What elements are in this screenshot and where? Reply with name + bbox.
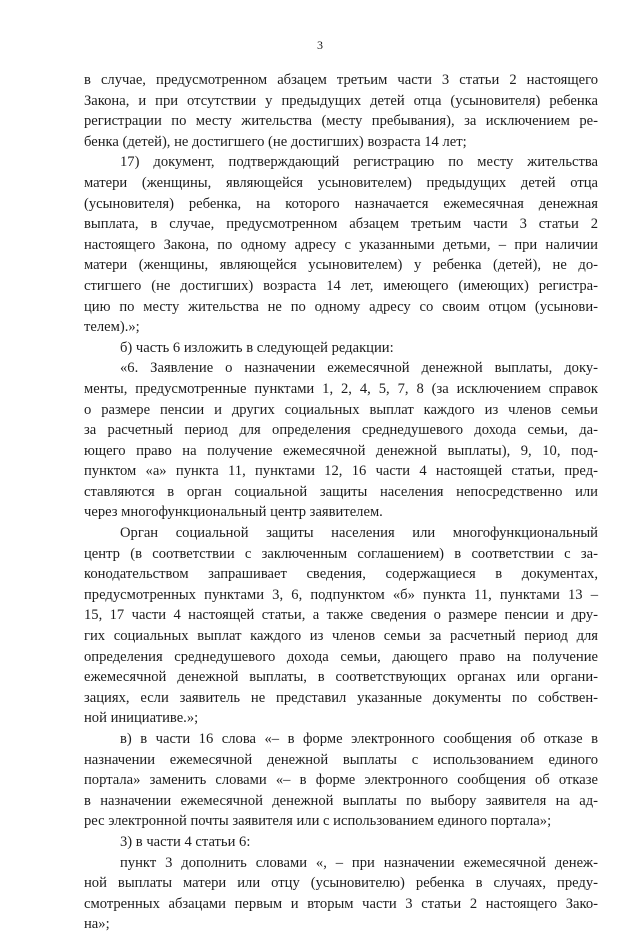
text-line: стигшего (не достигших) возраста 14 лет, имеющего (имеющих) регистра- bbox=[84, 277, 598, 294]
text-line: регистрации по месту жительства (месту пребывания), за исключением ре- bbox=[84, 113, 598, 130]
paragraph bbox=[84, 729, 598, 832]
text-line: о размере пенсии и других социальных выплат каждого из членов семьи bbox=[84, 401, 598, 418]
text-line: рес электронной почты заявителя или с использованием единого портала»; bbox=[84, 813, 552, 830]
text-line: ной выплаты матери или отцу (усыновителю) ребенка в случаях, преду- bbox=[84, 875, 598, 892]
text-line: портала» заменить словами «– в форме электронного сообщения об отказе bbox=[84, 772, 598, 789]
text-line: ющего право на получение ежемесячной денежной выплаты), 9, 10, под- bbox=[84, 442, 598, 459]
text-line: матери (женщины, являющейся усыновителем) предыдущих детей отца bbox=[84, 174, 598, 191]
text-line: ставляются в орган социальной защиты населения непосредственно или bbox=[84, 483, 598, 500]
text-line: цию по месту жительства не по одному адресу со своим отцом (усынови- bbox=[84, 298, 598, 315]
paragraph bbox=[84, 832, 598, 853]
text-line: Закона, и при отсутствии у предыдущих детей отца (усыновителя) ребенка bbox=[84, 92, 598, 109]
text-line: ежемесячной денежной выплаты, в соответствующих органах или органи- bbox=[84, 669, 598, 686]
text-line: за расчетный период для определения среднедушевого дохода семьи, да- bbox=[84, 422, 598, 439]
text-line: 17) документ, подтверждающий регистрацию по месту жительства bbox=[120, 154, 598, 171]
text-line: через многофункциональный центр заявителем. bbox=[84, 504, 383, 521]
text-line: смотренных абзацами первым и вторым части 3 статьи 2 настоящего Зако- bbox=[84, 895, 598, 912]
document-body bbox=[84, 70, 598, 935]
text-line: Орган социальной защиты населения или многофункциональный bbox=[120, 525, 598, 542]
text-line: предусмотренных пунктами 3, 6, подпунктом «б» пункта 11, пунктами 13 – bbox=[84, 586, 598, 603]
text-line: центр (в соответствии с заключенным соглашением) в соответствии с за- bbox=[84, 545, 598, 562]
text-line: матери (женщины, являющейся усыновителем) у ребенка (детей), не до- bbox=[84, 257, 598, 274]
text-line: 15, 17 части 4 настоящей статьи, а также сведения о размере пенсии и дру- bbox=[84, 607, 598, 624]
paragraph bbox=[84, 358, 598, 523]
text-line: «6. Заявление о назначении ежемесячной денежной выплаты, доку- bbox=[120, 360, 598, 377]
text-line: на»; bbox=[84, 916, 110, 933]
text-line: пункт 3 дополнить словами «, – при назначении ежемесячной денеж- bbox=[120, 854, 598, 871]
text-line: конодательством запрашивает сведения, содержащиеся в документах, bbox=[84, 566, 598, 583]
text-line: выплата, в случае, предусмотренном абзацем третьим части 3 статьи 2 bbox=[84, 216, 598, 233]
text-line: 3) в части 4 статьи 6: bbox=[120, 833, 251, 850]
text-line: б) часть 6 изложить в следующей редакции: bbox=[120, 339, 394, 356]
text-line: в) в части 16 слова «– в форме электронного сообщения об отказе в bbox=[120, 731, 598, 747]
text-line: (усыновителя) ребенка, на которого назначается ежемесячная денежная bbox=[84, 195, 598, 212]
paragraph bbox=[84, 853, 598, 935]
text-line: гих социальных выплат каждого из членов семьи за расчетный период для bbox=[84, 628, 598, 645]
text-line: ной инициативе.»; bbox=[84, 710, 199, 727]
paragraph bbox=[84, 152, 598, 337]
page-number: 3 bbox=[317, 38, 323, 52]
text-line: зациях, если заявитель не представил указанные документы по собствен- bbox=[84, 689, 598, 706]
text-line: телем).»; bbox=[84, 319, 140, 336]
text-line: определения среднедушевого дохода семьи, дающего право на получение bbox=[84, 648, 598, 665]
paragraph bbox=[84, 338, 598, 359]
text-line: пунктом «а» пункта 11, пунктами 12, 16 части 4 настоящей статьи, пред- bbox=[84, 463, 598, 480]
text-line: менты, предусмотренные пунктами 1, 2, 4, 5, 7, 8 (за исключением справок bbox=[84, 380, 598, 397]
text-line: настоящего Закона, по одному адресу с указанными детьми, – при наличии bbox=[84, 236, 598, 253]
text-line: назначении ежемесячной денежной выплаты с использованием единого bbox=[84, 751, 598, 768]
paragraph bbox=[84, 70, 598, 152]
text-line: бенка (детей), не достигшего (не достигших) возраста 14 лет; bbox=[84, 133, 467, 150]
text-line: в назначении ежемесячной денежной выплаты по выбору заявителя на ад- bbox=[84, 792, 598, 809]
paragraph bbox=[84, 523, 598, 729]
text-line: в случае, предусмотренном абзацем третьим части 3 статьи 2 настоящего bbox=[84, 72, 598, 88]
